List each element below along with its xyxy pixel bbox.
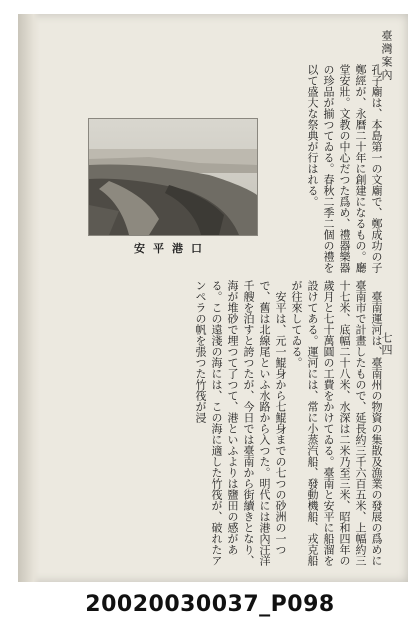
photo-caption: 安平港口: [134, 242, 210, 255]
paragraph-confucius-temple: 孔子廟は、本島第一の文廟で、鄭成功の子鄭經が、永曆二十年に創建になるもの。廳堂安壯。文教の中心だつた爲め、禮器樂器の珍品が揃つてゐる。春秋二季二個の禮を以て盛大な祭典が行はれる。: [306, 64, 383, 273]
running-header: 臺灣案內: [380, 30, 393, 82]
paragraph-tainan-canal: 臺南運河は、臺南州の物資の集散及漁業の發展の爲めに臺南市で計畫したもので、延長約三千六百五米、上幅約三十七米、底幅二十八米、水深は二米乃至三米、昭和四年の歲月と七十萬圓の工費をかけてゐる。臺南と安平に船溜を設けてある。運河には、常に小蒸汽船、發動機船、戎克船が往來してゐる。: [290, 280, 383, 566]
body-text-lower: [58, 280, 384, 576]
body-text-upper: [268, 64, 384, 274]
harbor-photograph: [88, 118, 258, 236]
book-page: [18, 14, 408, 582]
page-number: 七四: [380, 332, 393, 356]
page-fold-shadow: [18, 14, 40, 582]
paragraph-anping: 安平は、元一鯤身から七鯤身までの七つの砂洲の一つで、舊は北線尾といふ水路から入つた。明代には港內汪洋千艘を泊すと誇つたが、今日では臺南から街續きとなり、海が堆砂で埋つて了つて、港といふよりは鹽田の感がある。この遠淺の海には、この海に適した竹筏が、破れたアンペラの帆を張つた竹筏が浸: [194, 280, 287, 566]
archive-id-label: 20020030037_P098: [85, 592, 335, 617]
